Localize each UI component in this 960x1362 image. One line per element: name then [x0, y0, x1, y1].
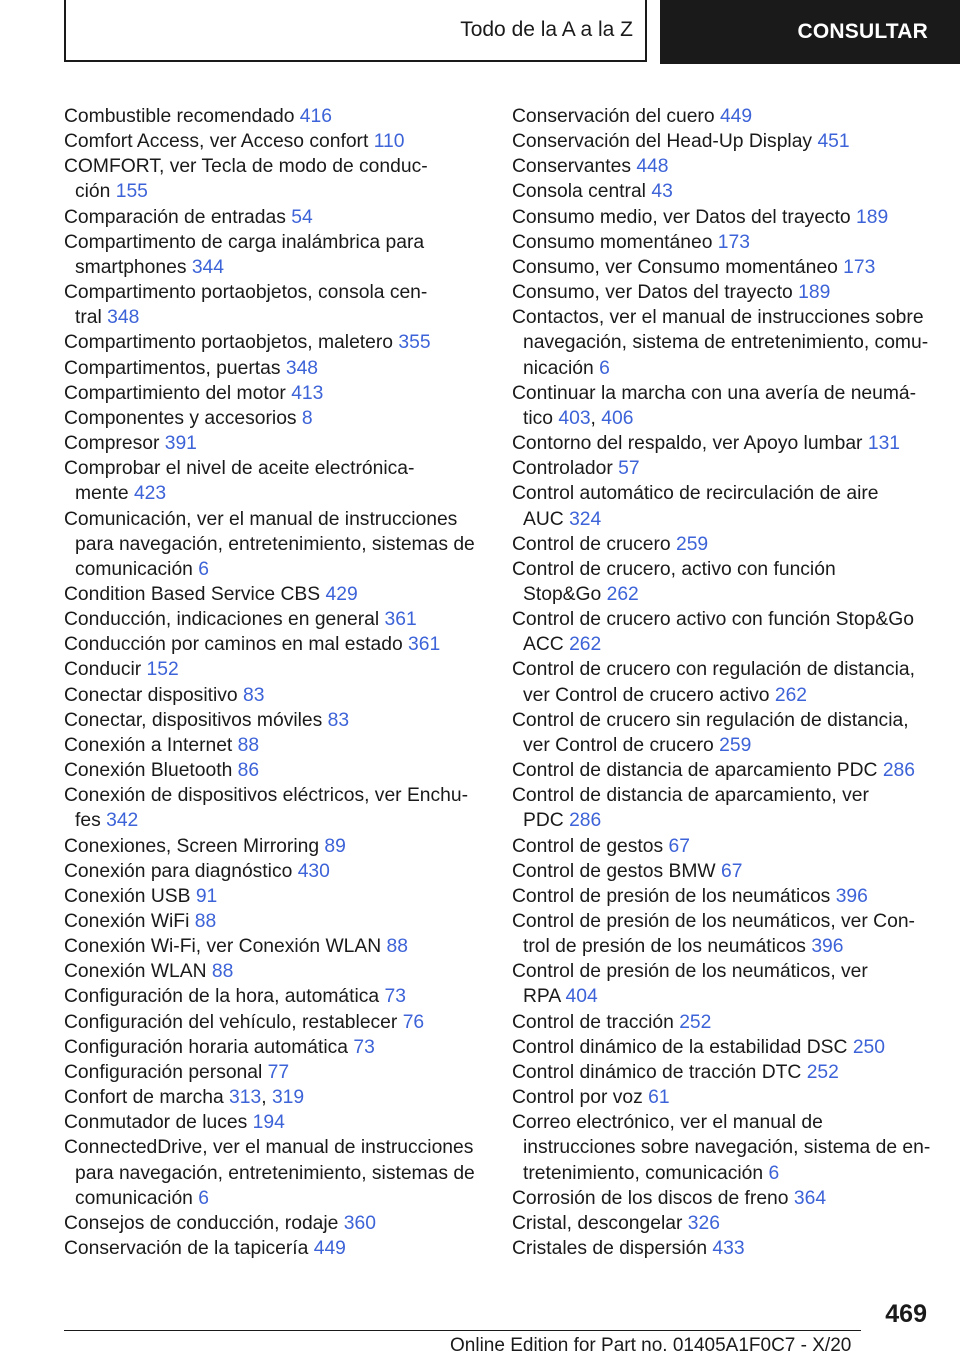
index-term: Comprobar el nivel de aceite electrónica-	[64, 458, 415, 480]
page-link[interactable]: 259	[719, 734, 752, 756]
index-entry	[512, 532, 932, 557]
index-term: COMFORT, ver Tecla de modo de conduc-	[64, 156, 428, 178]
page-link[interactable]: 91	[195, 885, 218, 907]
index-term: Control de distancia de aparcamiento PDC	[512, 760, 878, 782]
page-link[interactable]: 173	[717, 231, 750, 253]
index-term: Contactos, ver el manual de instrucciones sobre	[512, 307, 924, 329]
index-term: tico	[523, 407, 554, 429]
page-link[interactable]: 194	[252, 1112, 285, 1134]
page-link[interactable]: 319	[271, 1087, 305, 1109]
index-entry	[512, 154, 932, 179]
index-term: Control de presión de los neumáticos, ver	[512, 961, 868, 983]
index-entry	[512, 431, 932, 456]
page-link[interactable]: 67	[720, 860, 743, 882]
index-entry	[512, 1035, 932, 1060]
index-entry	[64, 1110, 484, 1135]
index-entry: Confort de marcha 313, 319	[64, 1087, 305, 1109]
index-term: Conexión de dispositivos eléctricos, ver Enchu-	[64, 785, 469, 807]
page-link[interactable]: 189	[856, 206, 889, 228]
index-term: Conservantes	[512, 156, 631, 178]
index-term: Configuración de la hora, automática	[64, 986, 380, 1008]
index-term: Control de tracción	[512, 1011, 674, 1033]
index-term: Conducción, indicaciones en general	[64, 609, 380, 631]
page-link[interactable]: 8	[301, 407, 313, 429]
page-link[interactable]: 348	[107, 307, 140, 329]
page-link[interactable]: 430	[297, 860, 330, 882]
page-link[interactable]: 83	[327, 709, 350, 731]
index-entry	[512, 255, 932, 280]
index-entry	[64, 934, 484, 959]
page-link[interactable]: 57	[618, 458, 640, 480]
page-link[interactable]: 88	[194, 911, 217, 932]
index-entry	[64, 607, 484, 632]
index-entry	[64, 1060, 484, 1085]
index-term: Combustible recomendado	[64, 106, 295, 127]
page-link[interactable]: 262	[774, 684, 808, 706]
page-link[interactable]: 286	[882, 760, 915, 782]
page-link[interactable]: 348	[285, 357, 319, 379]
index-term: Conexión a Internet	[64, 734, 233, 756]
index-term: Conservación del cuero	[512, 106, 715, 127]
index-term: Configuración horaria automática	[64, 1036, 349, 1058]
index-entry	[64, 129, 484, 154]
index-entry	[64, 834, 484, 859]
index-term: Contorno del respaldo, ver Apoyo lumbar	[512, 433, 863, 455]
index-entry	[512, 1186, 932, 1211]
index-term: tral	[75, 307, 102, 329]
page-link[interactable]: 6	[198, 1187, 209, 1209]
index-term: Consola central	[512, 181, 646, 203]
page-link[interactable]: 250	[852, 1036, 885, 1058]
page-link[interactable]: 88	[386, 936, 408, 958]
index-entry	[512, 456, 932, 481]
index-term: ACC	[523, 634, 564, 656]
index-entry	[64, 959, 484, 984]
index-term: Condition Based Service CBS	[64, 583, 321, 605]
index-entry	[64, 104, 484, 129]
index-term: Conectar, dispositivos móviles	[64, 709, 323, 731]
index-term: Controlador	[512, 458, 613, 480]
page-link[interactable]: 262	[569, 634, 602, 656]
index-entry	[512, 179, 932, 204]
index-term: Control de gestos	[512, 835, 664, 857]
index-entry	[64, 205, 484, 230]
index-term: mente	[75, 483, 129, 505]
page-link[interactable]: 396	[811, 936, 844, 958]
index-term: Consumo, ver Consumo momentáneo	[512, 256, 838, 278]
page-link[interactable]: 433	[712, 1238, 745, 1260]
index-entry	[512, 834, 932, 859]
index-term: Control automático de recirculación de aire	[512, 483, 879, 505]
index-term: Compresor	[64, 433, 160, 455]
index-term: ción	[75, 181, 111, 203]
index-term: Compartimento de carga inalámbrica para	[64, 231, 425, 253]
index-entry	[64, 859, 484, 884]
page-link[interactable]: 155	[115, 181, 148, 203]
index-entry	[512, 884, 932, 909]
index-term: Control de distancia de aparcamiento, ver	[512, 785, 869, 807]
index-term: Conexiones, Screen Mirroring	[64, 835, 320, 857]
index-term: instrucciones sobre navegación, sistema de en-	[523, 1137, 931, 1159]
page-link[interactable]: 152	[146, 659, 179, 681]
page-link[interactable]: 262	[606, 583, 639, 605]
index-term: Correo electrónico, ver el manual de	[512, 1112, 823, 1134]
index-entry	[64, 356, 484, 381]
index-term: Control de crucero, activo con función	[512, 558, 836, 580]
footer-edition: Online Edition for Part no. 01405A1F0C7 - X/20	[450, 1335, 852, 1356]
page-link[interactable]: 413	[291, 382, 324, 404]
index-term: ConnectedDrive, ver el manual de instrucciones	[64, 1137, 474, 1159]
page-link[interactable]: 89	[324, 835, 346, 857]
page-link[interactable]: 342	[106, 810, 139, 832]
index-entry	[512, 1110, 932, 1185]
index-entry	[512, 959, 932, 1009]
index-entry	[512, 205, 932, 230]
index-term: Consumo medio, ver Datos del trayecto	[512, 206, 851, 228]
page-link[interactable]: 361	[408, 634, 441, 656]
index-term: tretenimiento, comunicación	[523, 1162, 764, 1184]
page-link[interactable]: 360	[343, 1212, 376, 1234]
index-term: Conservación de la tapicería	[64, 1238, 309, 1260]
index-term: PDC	[523, 810, 564, 832]
page-link[interactable]: 355	[398, 332, 431, 354]
index-term: Conexión Wi-Fi, ver Conexión WLAN	[64, 936, 382, 958]
index-entry	[64, 632, 484, 657]
page-link[interactable]: 131	[867, 433, 901, 455]
page-link[interactable]: 364	[793, 1187, 827, 1209]
index-term: Control de crucero	[512, 533, 671, 555]
index-entry	[512, 305, 932, 380]
index-column-left	[64, 104, 484, 1261]
index-term: Conmutador de luces	[64, 1112, 248, 1134]
page-link[interactable]: 396	[835, 885, 868, 907]
index-term: Conectar dispositivo	[64, 684, 238, 706]
index-term: Consumo, ver Datos del trayecto	[512, 282, 793, 304]
page-link[interactable]: 406	[601, 407, 634, 429]
index-term: Conexión WiFi	[64, 911, 190, 932]
index-term: Cristales de dispersión	[512, 1238, 708, 1260]
index-entry	[64, 1010, 484, 1035]
index-term: Comparación de entradas	[64, 206, 286, 228]
index-term: Compartimento portaobjetos, maletero	[64, 332, 394, 354]
index-entry	[64, 1211, 484, 1236]
index-entry	[512, 1060, 932, 1085]
page-link[interactable]: 361	[384, 609, 417, 631]
index-term: Control dinámico de la estabilidad DSC	[512, 1036, 848, 1058]
index-entry	[512, 1010, 932, 1035]
page-link[interactable]: 344	[191, 256, 224, 278]
index-term: Conducir	[64, 659, 142, 681]
index-term: navegación, sistema de entretenimiento, comu-	[523, 332, 929, 354]
page-link[interactable]: 423	[133, 483, 167, 505]
index-entry	[512, 1211, 932, 1236]
page-link[interactable]: 189	[798, 282, 831, 304]
index-term: fes	[75, 810, 101, 832]
index-entry	[512, 557, 932, 607]
index-term: Compartimento portaobjetos, consola cen-	[64, 282, 428, 304]
index-entry	[512, 657, 932, 707]
index-term: trol de presión de los neumáticos	[523, 936, 806, 958]
index-entry	[64, 984, 484, 1009]
page-link[interactable]: 449	[719, 106, 753, 127]
index-term: Consumo momentáneo	[512, 231, 713, 253]
index-entry	[64, 230, 484, 280]
page-number: 469	[885, 1300, 927, 1328]
index-term: Control de crucero con regulación de distancia,	[512, 659, 915, 681]
page-link[interactable]: 88	[237, 734, 260, 756]
index-entry	[64, 708, 484, 733]
index-term: smartphones	[75, 256, 187, 278]
page-link[interactable]: 326	[687, 1212, 720, 1234]
page-link[interactable]: 252	[806, 1061, 839, 1083]
index-term: Conexión WLAN	[64, 961, 207, 983]
index-entry	[64, 381, 484, 406]
index-term: Consejos de conducción, rodaje	[64, 1212, 339, 1234]
index-term: Conexión USB	[64, 885, 191, 907]
page-link[interactable]: 286	[569, 810, 602, 832]
index-term: Conservación del Head-Up Display	[512, 131, 813, 153]
index-entry	[512, 230, 932, 255]
index-entry	[512, 607, 932, 657]
index-term: comunicación	[75, 558, 193, 580]
index-term: Control dinámico de tracción DTC	[512, 1061, 802, 1083]
index-term: Comunicación, ver el manual de instrucciones	[64, 508, 458, 530]
index-term: Control de crucero activo con función Stop&Go	[512, 609, 914, 631]
index-entry	[512, 758, 932, 783]
page-link[interactable]: 404	[565, 986, 598, 1008]
page-link[interactable]: 6	[768, 1162, 780, 1184]
page-header	[64, 0, 960, 64]
index-term: Control de presión de los neumáticos, ver Con-	[512, 911, 915, 932]
index-entry	[64, 1035, 484, 1060]
index-entry	[64, 280, 484, 330]
page-link[interactable]: 403	[558, 407, 591, 429]
page-link[interactable]: 73	[353, 1036, 375, 1058]
page-link[interactable]: 67	[668, 835, 690, 857]
page-link[interactable]: 110	[373, 131, 405, 153]
index-entry	[512, 104, 932, 129]
page-link[interactable]: 324	[569, 508, 602, 530]
index-entry	[512, 1085, 932, 1110]
page-link[interactable]: 173	[843, 256, 876, 278]
page-link[interactable]: 77	[267, 1061, 290, 1083]
chapter-tab[interactable]: CONSULTAR	[660, 0, 960, 64]
index-column-right	[512, 104, 932, 1261]
index-entry	[64, 657, 484, 682]
index-entry	[512, 280, 932, 305]
index-term: Control de presión de los neumáticos	[512, 885, 831, 907]
index-term: Configuración personal	[64, 1061, 263, 1083]
index-term: Corrosión de los discos de freno	[512, 1187, 789, 1209]
page-link[interactable]: 448	[636, 156, 669, 178]
index-term: Conexión Bluetooth	[64, 760, 233, 782]
index-term: ver Control de crucero	[523, 734, 714, 756]
section-tab[interactable]: Todo de la A a la Z	[64, 0, 647, 62]
index-entry	[64, 783, 484, 833]
index-term: RPA	[523, 986, 561, 1008]
page-link[interactable]: 416	[299, 106, 332, 127]
page-link[interactable]: 61	[648, 1087, 670, 1109]
index-term: Comfort Access, ver Acceso confort	[64, 131, 369, 153]
index-entry	[64, 758, 484, 783]
index-term: para navegación, entretenimiento, sistemas de	[75, 533, 475, 555]
index-term: Continuar la marcha con una avería de neumá-	[512, 382, 917, 404]
index-term: Control de gestos BMW	[512, 860, 716, 882]
page-link[interactable]: 54	[291, 206, 313, 228]
index-entry	[512, 129, 932, 154]
footer-divider	[64, 1330, 861, 1331]
page-link[interactable]: 313	[229, 1087, 262, 1109]
index-entry	[64, 330, 484, 355]
page-link[interactable]: 86	[237, 760, 260, 782]
index-term: Compartimiento del motor	[64, 382, 286, 404]
index-term: nicación	[523, 357, 594, 379]
index-entry	[64, 507, 484, 582]
index-term: ver Control de crucero activo	[523, 684, 770, 706]
index-term: Configuración del vehículo, restablecer	[64, 1011, 398, 1033]
index-entry	[64, 456, 484, 506]
index-term: Confort de marcha	[64, 1087, 224, 1109]
index-entry	[64, 733, 484, 758]
index-entry	[512, 859, 932, 884]
index-term: Componentes y accesorios	[64, 407, 297, 429]
index-entry	[512, 1236, 932, 1261]
index-entry	[64, 909, 484, 934]
index-entry	[64, 582, 484, 607]
index-term: Cristal, descongelar	[512, 1212, 683, 1234]
index-entry	[512, 481, 932, 531]
index-entry	[64, 683, 484, 708]
page-link[interactable]: 259	[675, 533, 709, 555]
page-link[interactable]: 83	[242, 684, 265, 706]
page-link[interactable]: 6	[198, 558, 209, 580]
index-entry	[512, 909, 932, 959]
index-term: Control de crucero sin regulación de distancia,	[512, 709, 909, 731]
index-entry	[64, 1236, 484, 1261]
index-term: Conducción por caminos en mal estado	[64, 634, 403, 656]
page-link[interactable]: 451	[817, 131, 850, 153]
index-entry	[64, 884, 484, 909]
page-link[interactable]: 252	[679, 1011, 712, 1033]
index-term: Conexión para diagnóstico	[64, 860, 293, 882]
page-link[interactable]: 391	[164, 433, 197, 455]
index-entry	[64, 431, 484, 456]
index-term: Stop&Go	[523, 583, 602, 605]
index-term: comunicación	[75, 1187, 193, 1209]
page-link[interactable]: 449	[313, 1238, 346, 1260]
page-link[interactable]: 429	[325, 583, 358, 605]
index-term: AUC	[523, 508, 564, 530]
index-term: Control por voz	[512, 1087, 643, 1109]
page-link[interactable]: 6	[599, 357, 610, 379]
page-link[interactable]: 73	[384, 986, 406, 1008]
page-link[interactable]: 88	[211, 961, 234, 983]
index-term: para navegación, entretenimiento, sistemas de	[75, 1162, 475, 1184]
index-entry	[64, 1135, 484, 1210]
index-entry	[64, 406, 484, 431]
index-entry	[512, 783, 932, 833]
page-link[interactable]: 43	[651, 181, 673, 203]
index-entry: Continuar la marcha con una avería de neumá- tico 403, 406	[512, 382, 917, 429]
index-entry	[64, 154, 484, 204]
index-entry	[512, 708, 932, 758]
page-link[interactable]: 76	[402, 1011, 425, 1033]
index-term: Compartimentos, puertas	[64, 357, 281, 379]
